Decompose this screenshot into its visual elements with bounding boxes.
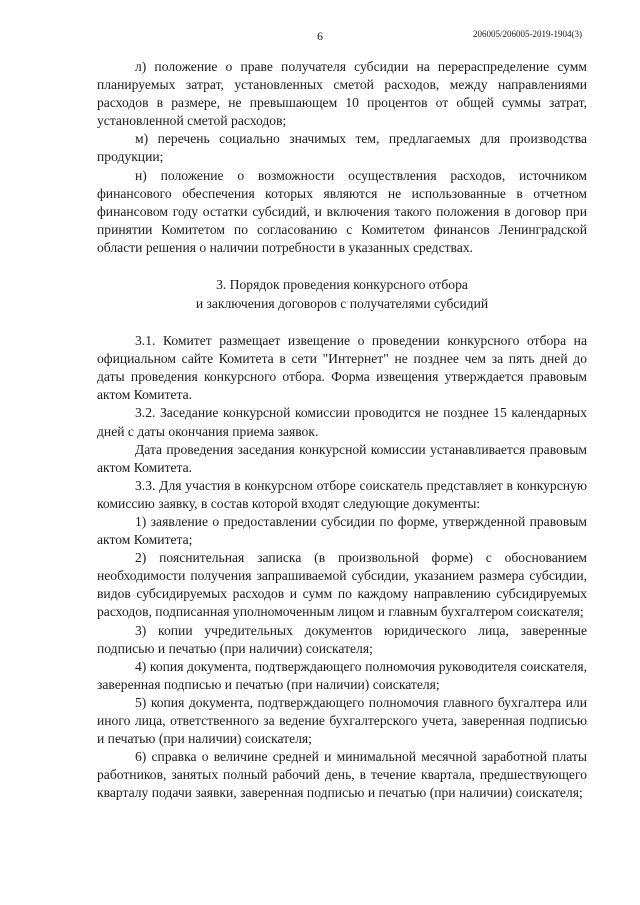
document-code: 206005/206005-2019-1904(3) (473, 29, 582, 39)
list-item-2: 2) пояснительная записка (в произвольной форме) с обоснованием необходимости получения запрашиваемой субсидии, указанием размера субсидии, видов субсидируемых расходов и сумм по каждому направлению субсидируемых расходов, подписанная уполномоченным лицом и главным бухгалтером соискателя; (97, 550, 587, 620)
paragraph-item-l: л) положение о праве получателя субсидии на перераспределение сумм планируемых затрат, установленных сметой расходов, между направлениями расходов в размере, не превышающем 10 процентов от общей суммы затрат, установленной сметой расходов; (97, 59, 587, 129)
list-item-6: 6) справка о величине средней и минимальной месячной заработной платы работников, занятых полный рабочий день, в течение квартала, предшествующего кварталу подачи заявки, заверенная подписью и печатью (при наличии) соискателя; (97, 749, 587, 801)
paragraph-3-3: 3.3. Для участия в конкурсном отборе соискатель представляет в конкурсную комиссию заявку, в состав которой входят следующие документы: (97, 477, 587, 511)
list-item-1: 1) заявление о предоставлении субсидии по форме, утвержденной правовым актом Комитета; (97, 513, 587, 548)
paragraph-3-2: 3.2. Заседание конкурсной комиссии проводится не позднее 15 календарных дней с даты окончания приема заявок. (97, 405, 587, 439)
section-title-line-1: 3. Порядок проведения конкурсного отбора (216, 277, 468, 293)
paragraph-3-2-date: Дата проведения заседания конкурсной комиссии устанавливается правовым актом Комитета. (97, 441, 587, 475)
page-number: 6 (317, 29, 323, 43)
list-item-4: 4) копия документа, подтверждающего полномочия руководителя соискателя, заверенная подписью и печатью (при наличии) соискателя; (97, 658, 587, 692)
list-item-5: 5) копия документа, подтверждающего полномочия главного бухгалтера или иного лица, ответственного за ведение бухгалтерского учета, заверенная подписью и печатью (при наличии) соискателя; (97, 694, 587, 747)
paragraph-item-m: м) перечень социально значимых тем, предлагаемых для производства продукции; (97, 131, 587, 165)
section-heading (97, 275, 587, 313)
section-title-line-2: и заключения договоров с получателями субсидий (195, 296, 489, 312)
paragraph-item-n: н) положение о возможности осуществления расходов, источником финансового обеспечения которых являются не использованные в отчетном финансовом году остатки субсидий, и включения такого положения в договор при принятии Комитетом по согласованию с Комитетом финансов Ленинградской области решения о наличии потребности в указанных средствах. (97, 167, 587, 255)
paragraph-3-1: 3.1. Комитет размещает извещение о проведении конкурсного отбора на официальном сайте Комитета в сети "Интернет" не позднее чем за пять дней до даты проведения конкурсного отбора. Форма извещения утверждается правовым актом Комитета. (97, 333, 587, 403)
list-item-3: 3) копии учредительных документов юридического лица, заверенные подписью и печатью (при наличии) соискателя; (97, 622, 587, 656)
document-body (97, 58, 587, 802)
